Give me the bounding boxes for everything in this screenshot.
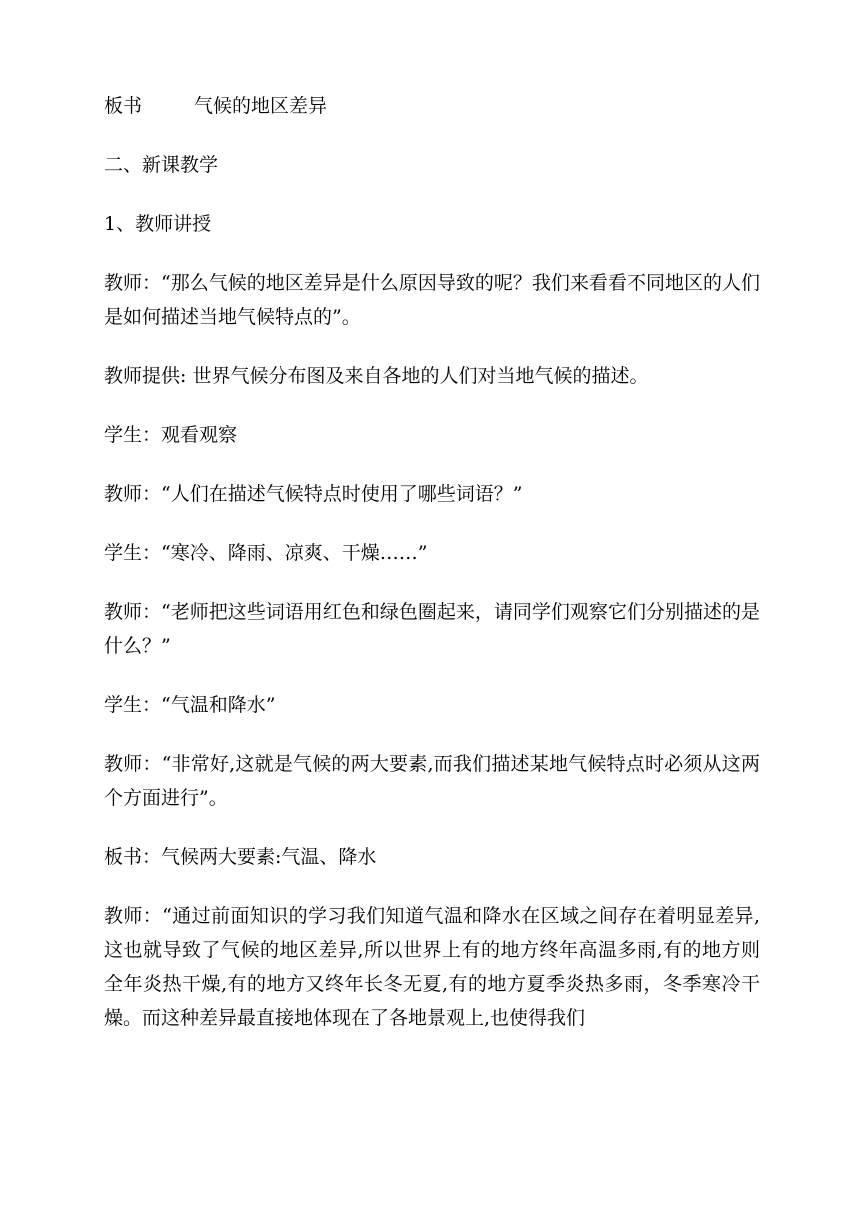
paragraph-teacher-question-cause: 教师：“那么气候的地区差异是什么原因导致的呢？我们来看看不同地区的人们是如何描述当地气候特点的”。 <box>104 272 760 328</box>
paragraph-student-answer-elements: 学生：“气温和降水” <box>104 694 276 716</box>
paragraph-student-answer-words: 学生：“寒冷、降雨、凉爽、干燥……” <box>104 542 428 564</box>
paragraph-board-two-elements: 板书：气候两大要素:气温、降水 <box>104 846 377 868</box>
paragraph-teacher-provides: 教师提供: 世界气候分布图及来自各地的人们对当地气候的描述。 <box>104 365 649 387</box>
section-heading-new-lesson: 二、新课教学 <box>104 154 219 176</box>
paragraph-teacher-question-words: 教师：“人们在描述气候特点时使用了哪些词语？” <box>104 483 523 505</box>
document-body <box>104 89 760 1060</box>
paragraph-teacher-circle-words: 教师：“老师把这些词语用红色和绿色圈起来，请同学们观察它们分别描述的是什么？” <box>104 601 760 657</box>
subsection-heading-teacher-lecture: 1、教师讲授 <box>104 213 212 235</box>
board-title-line <box>104 89 760 123</box>
board-title-label: 板书 <box>104 95 143 117</box>
board-title-text: 气候的地区差异 <box>194 95 328 117</box>
paragraph-teacher-two-elements: 教师：“非常好,这就是气候的两大要素,而我们描述某地气候特点时必须从这两个方面进行”。 <box>104 753 760 809</box>
paragraph-student-observe: 学生：观看观察 <box>104 424 238 446</box>
paragraph-teacher-regional-difference: 教师：“通过前面知识的学习我们知道气温和降水在区域之间存在着明显差异,这也就导致了气候的地区差异,所以世界上有的地方终年高温多雨,有的地方则全年炎热干燥,有的地方又终年长冬无夏,有的地方夏季炎热多雨，冬季寒冷干燥。而这种差异最直接地体现在了各地景观上,也使得我们 <box>104 905 760 1029</box>
